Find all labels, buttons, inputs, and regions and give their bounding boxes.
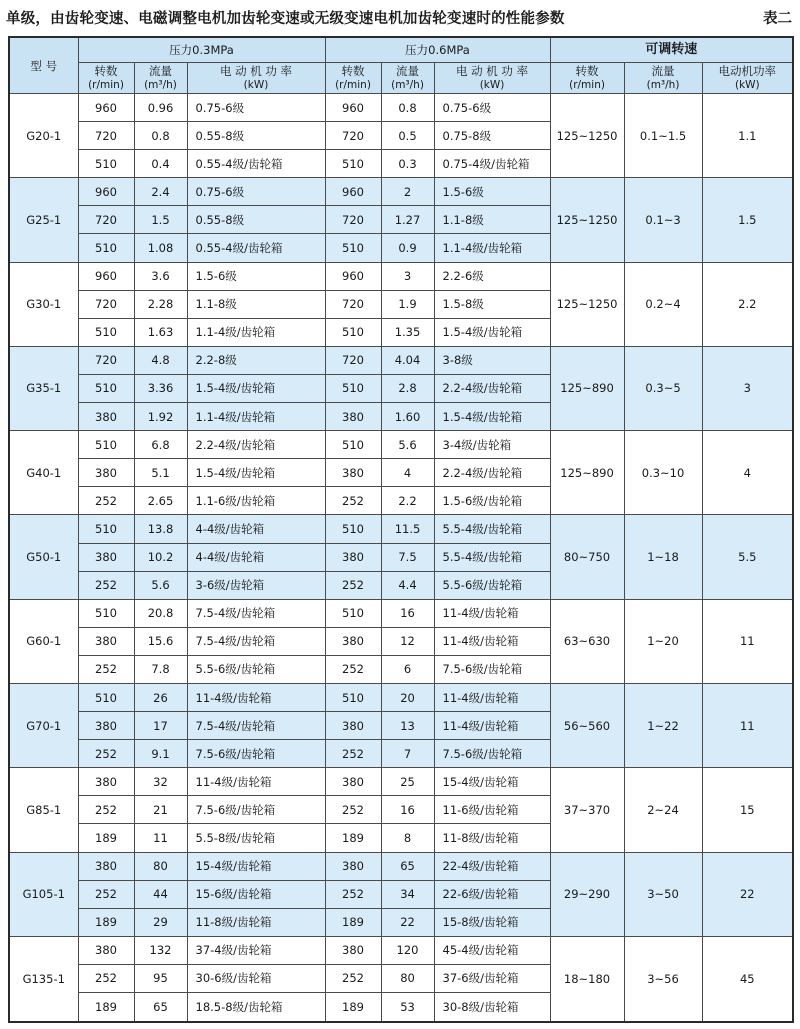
speed-cell-06mpa: 720 [325,290,381,318]
flow-cell-06mpa: 65 [381,852,434,880]
adjustable-flow-cell: 2~24 [624,768,702,852]
power-cell-06mpa: 2.2-6级 [434,262,550,290]
speed-cell-06mpa: 720 [325,206,381,234]
power-cell-03mpa: 7.5-6级/齿轮箱 [187,740,325,768]
speed-cell-03mpa: 510 [78,234,134,262]
header-adjustable-speed: 可调转速 [550,37,793,63]
flow-cell-06mpa: 1.27 [381,206,434,234]
flow-cell-03mpa: 7.8 [134,655,187,683]
header-speed-3: 转数 (r/min) [550,63,624,94]
speed-cell-06mpa: 510 [325,599,381,627]
flow-cell-03mpa: 32 [134,768,187,796]
header-flow-3: 流量 (m³/h) [624,63,702,94]
speed-cell-03mpa: 380 [78,712,134,740]
speed-cell-06mpa: 720 [325,346,381,374]
speed-cell-03mpa: 380 [78,936,134,964]
power-cell-06mpa: 2.2-4级/齿轮箱 [434,374,550,402]
header-power-1: 电 动 机 功 率 (kW) [187,63,325,94]
page-header [0,0,800,34]
speed-cell-06mpa: 380 [325,627,381,655]
speed-cell-03mpa: 189 [78,824,134,852]
flow-cell-03mpa: 65 [134,993,187,1023]
speed-cell-03mpa: 189 [78,908,134,936]
adjustable-speed-cell: 125~1250 [550,94,624,178]
speed-cell-06mpa: 252 [325,655,381,683]
speed-cell-03mpa: 510 [78,150,134,178]
model-cell: G85-1 [9,768,78,852]
speed-cell-03mpa: 252 [78,571,134,599]
power-cell-03mpa: 0.75-6级 [187,94,325,122]
table-row [9,515,793,543]
adjustable-flow-cell: 1~18 [624,515,702,599]
flow-cell-06mpa: 7.5 [381,543,434,571]
flow-cell-03mpa: 29 [134,908,187,936]
model-cell: G70-1 [9,683,78,767]
power-cell-06mpa: 0.75-8级 [434,122,550,150]
speed-cell-06mpa: 510 [325,683,381,711]
flow-cell-03mpa: 2.65 [134,487,187,515]
speed-cell-06mpa: 189 [325,824,381,852]
power-cell-03mpa: 11-8级/齿轮箱 [187,908,325,936]
power-cell-03mpa: 2.2-8级 [187,346,325,374]
adjustable-speed-cell: 125~890 [550,346,624,430]
power-cell-03mpa: 1.1-4级/齿轮箱 [187,403,325,431]
power-cell-06mpa: 30-8级/齿轮箱 [434,993,550,1023]
speed-cell-06mpa: 252 [325,487,381,515]
flow-cell-06mpa: 4 [381,459,434,487]
power-cell-06mpa: 11-4级/齿轮箱 [434,599,550,627]
speed-cell-06mpa: 960 [325,94,381,122]
power-cell-03mpa: 5.5-8级/齿轮箱 [187,824,325,852]
flow-cell-03mpa: 80 [134,852,187,880]
power-cell-06mpa: 1.5-6级 [434,178,550,206]
model-cell: G40-1 [9,431,78,515]
speed-cell-03mpa: 380 [78,852,134,880]
speed-cell-03mpa: 720 [78,122,134,150]
flow-cell-06mpa: 22 [381,908,434,936]
speed-cell-06mpa: 380 [325,768,381,796]
power-cell-03mpa: 15-6级/齿轮箱 [187,880,325,908]
power-cell-03mpa: 0.55-8级 [187,122,325,150]
flow-cell-06mpa: 16 [381,796,434,824]
adjustable-power-cell: 2.2 [702,262,793,346]
speed-cell-03mpa: 720 [78,346,134,374]
flow-cell-06mpa: 25 [381,768,434,796]
flow-cell-06mpa: 6 [381,655,434,683]
power-cell-06mpa: 2.2-4级/齿轮箱 [434,459,550,487]
speed-cell-06mpa: 510 [325,234,381,262]
power-cell-03mpa: 30-6级/齿轮箱 [187,964,325,992]
adjustable-power-cell: 45 [702,936,793,1022]
model-cell: G20-1 [9,94,78,178]
power-cell-06mpa: 37-6级/齿轮箱 [434,964,550,992]
flow-cell-06mpa: 20 [381,683,434,711]
power-cell-03mpa: 4-4级/齿轮箱 [187,515,325,543]
flow-cell-03mpa: 1.08 [134,234,187,262]
flow-cell-06mpa: 80 [381,964,434,992]
speed-cell-03mpa: 252 [78,655,134,683]
speed-cell-03mpa: 189 [78,993,134,1023]
speed-cell-03mpa: 380 [78,768,134,796]
flow-cell-06mpa: 3 [381,262,434,290]
flow-cell-03mpa: 11 [134,824,187,852]
power-cell-06mpa: 1.5-4级/齿轮箱 [434,318,550,346]
power-cell-03mpa: 11-4级/齿轮箱 [187,768,325,796]
adjustable-flow-cell: 1~20 [624,599,702,683]
flow-cell-06mpa: 12 [381,627,434,655]
speed-cell-03mpa: 380 [78,403,134,431]
power-cell-06mpa: 7.5-6级/齿轮箱 [434,655,550,683]
table-row [9,768,793,796]
speed-cell-06mpa: 189 [325,908,381,936]
speed-cell-06mpa: 252 [325,964,381,992]
adjustable-flow-cell: 1~22 [624,683,702,767]
speed-cell-03mpa: 960 [78,262,134,290]
table-row [9,346,793,374]
speed-cell-06mpa: 252 [325,740,381,768]
adjustable-flow-cell: 0.3~10 [624,431,702,515]
power-cell-03mpa: 1.1-6级/齿轮箱 [187,487,325,515]
adjustable-power-cell: 3 [702,346,793,430]
flow-cell-06mpa: 2 [381,178,434,206]
speed-cell-03mpa: 720 [78,206,134,234]
power-cell-06mpa: 11-4级/齿轮箱 [434,712,550,740]
speed-cell-06mpa: 252 [325,571,381,599]
speed-cell-06mpa: 510 [325,515,381,543]
adjustable-speed-cell: 63~630 [550,599,624,683]
flow-cell-03mpa: 20.8 [134,599,187,627]
power-cell-03mpa: 15-4级/齿轮箱 [187,852,325,880]
flow-cell-06mpa: 8 [381,824,434,852]
model-cell: G135-1 [9,936,78,1022]
table-row [9,178,793,206]
model-cell: G35-1 [9,346,78,430]
power-cell-06mpa: 1.5-4级/齿轮箱 [434,403,550,431]
power-cell-03mpa: 18.5-8级/齿轮箱 [187,993,325,1023]
power-cell-03mpa: 0.55-8级 [187,206,325,234]
flow-cell-03mpa: 44 [134,880,187,908]
speed-cell-06mpa: 380 [325,543,381,571]
flow-cell-06mpa: 13 [381,712,434,740]
flow-cell-06mpa: 4.4 [381,571,434,599]
adjustable-power-cell: 11 [702,599,793,683]
model-cell: G30-1 [9,262,78,346]
adjustable-power-cell: 5.5 [702,515,793,599]
flow-cell-03mpa: 3.36 [134,374,187,402]
power-cell-06mpa: 11-4级/齿轮箱 [434,627,550,655]
table-row [9,683,793,711]
flow-cell-06mpa: 7 [381,740,434,768]
flow-cell-03mpa: 5.6 [134,571,187,599]
speed-cell-03mpa: 720 [78,290,134,318]
header-speed-2: 转数 (r/min) [325,63,381,94]
power-cell-03mpa: 0.55-4级/齿轮箱 [187,150,325,178]
speed-cell-03mpa: 510 [78,431,134,459]
power-cell-03mpa: 1.5-4级/齿轮箱 [187,374,325,402]
power-cell-03mpa: 2.2-4级/齿轮箱 [187,431,325,459]
adjustable-power-cell: 22 [702,852,793,936]
power-cell-03mpa: 5.5-6级/齿轮箱 [187,655,325,683]
table-row [9,599,793,627]
flow-cell-06mpa: 34 [381,880,434,908]
power-cell-03mpa: 1.1-4级/齿轮箱 [187,318,325,346]
adjustable-flow-cell: 0.1~3 [624,178,702,262]
speed-cell-06mpa: 510 [325,318,381,346]
speed-cell-03mpa: 960 [78,94,134,122]
flow-cell-03mpa: 2.28 [134,290,187,318]
speed-cell-06mpa: 960 [325,262,381,290]
speed-cell-06mpa: 720 [325,122,381,150]
adjustable-flow-cell: 0.2~4 [624,262,702,346]
header-flow-1: 流量 (m³/h) [134,63,187,94]
flow-cell-06mpa: 2.8 [381,374,434,402]
header-flow-2: 流量 (m³/h) [381,63,434,94]
table-row [9,94,793,122]
model-cell: G50-1 [9,515,78,599]
power-cell-06mpa: 1.1-8级 [434,206,550,234]
power-cell-06mpa: 45-4级/齿轮箱 [434,936,550,964]
flow-cell-06mpa: 4.04 [381,346,434,374]
flow-cell-03mpa: 21 [134,796,187,824]
model-cell: G60-1 [9,599,78,683]
header-power-2: 电 动 机 功 率 (kW) [434,63,550,94]
power-cell-06mpa: 1.1-4级/齿轮箱 [434,234,550,262]
power-cell-03mpa: 7.5-4级/齿轮箱 [187,712,325,740]
speed-cell-03mpa: 252 [78,740,134,768]
flow-cell-06mpa: 1.60 [381,403,434,431]
power-cell-06mpa: 1.5-6级/齿轮箱 [434,487,550,515]
flow-cell-03mpa: 10.2 [134,543,187,571]
power-cell-06mpa: 5.5-4级/齿轮箱 [434,543,550,571]
adjustable-speed-cell: 125~1250 [550,178,624,262]
header-speed-1: 转数 (r/min) [78,63,134,94]
power-cell-06mpa: 0.75-6级 [434,94,550,122]
header-model: 型 号 [9,37,78,94]
power-cell-03mpa: 1.5-4级/齿轮箱 [187,459,325,487]
flow-cell-03mpa: 4.8 [134,346,187,374]
table-row [9,936,793,964]
table-row [9,262,793,290]
table-row [9,852,793,880]
power-cell-06mpa: 0.75-4级/齿轮箱 [434,150,550,178]
flow-cell-06mpa: 11.5 [381,515,434,543]
adjustable-power-cell: 4 [702,431,793,515]
flow-cell-03mpa: 9.1 [134,740,187,768]
adjustable-speed-cell: 56~560 [550,683,624,767]
page-title: 单级，由齿轮变速、电磁调整电机加齿轮变速或无级变速电机加齿轮变速时的性能参数 [6,11,565,27]
speed-cell-06mpa: 960 [325,178,381,206]
header-pressure-03: 压力0.3MPa [78,37,325,63]
flow-cell-06mpa: 2.2 [381,487,434,515]
power-cell-06mpa: 5.5-6级/齿轮箱 [434,571,550,599]
speed-cell-03mpa: 252 [78,880,134,908]
speed-cell-03mpa: 380 [78,543,134,571]
speed-cell-03mpa: 510 [78,683,134,711]
power-cell-06mpa: 7.5-6级/齿轮箱 [434,740,550,768]
speed-cell-03mpa: 510 [78,318,134,346]
flow-cell-03mpa: 6.8 [134,431,187,459]
power-cell-03mpa: 7.5-4级/齿轮箱 [187,599,325,627]
speed-cell-06mpa: 252 [325,880,381,908]
power-cell-03mpa: 1.5-6级 [187,262,325,290]
power-cell-03mpa: 0.55-4级/齿轮箱 [187,234,325,262]
speed-cell-06mpa: 189 [325,993,381,1023]
speed-cell-03mpa: 510 [78,515,134,543]
speed-cell-06mpa: 252 [325,796,381,824]
speed-cell-03mpa: 510 [78,599,134,627]
model-cell: G25-1 [9,178,78,262]
adjustable-speed-cell: 125~890 [550,431,624,515]
model-cell: G105-1 [9,852,78,936]
speed-cell-03mpa: 380 [78,627,134,655]
flow-cell-03mpa: 3.6 [134,262,187,290]
flow-cell-06mpa: 16 [381,599,434,627]
adjustable-flow-cell: 0.1~1.5 [624,94,702,178]
flow-cell-06mpa: 120 [381,936,434,964]
speed-cell-03mpa: 252 [78,964,134,992]
power-cell-03mpa: 7.5-6级/齿轮箱 [187,796,325,824]
power-cell-03mpa: 7.5-4级/齿轮箱 [187,627,325,655]
adjustable-power-cell: 1.1 [702,94,793,178]
adjustable-speed-cell: 80~750 [550,515,624,599]
speed-cell-03mpa: 252 [78,487,134,515]
speed-cell-06mpa: 510 [325,374,381,402]
adjustable-power-cell: 1.5 [702,178,793,262]
adjustable-speed-cell: 37~370 [550,768,624,852]
adjustable-flow-cell: 3~56 [624,936,702,1022]
flow-cell-06mpa: 53 [381,993,434,1023]
flow-cell-03mpa: 1.63 [134,318,187,346]
flow-cell-06mpa: 1.9 [381,290,434,318]
power-cell-03mpa: 1.1-8级 [187,290,325,318]
power-cell-06mpa: 3-8级 [434,346,550,374]
speed-cell-03mpa: 252 [78,796,134,824]
flow-cell-03mpa: 0.8 [134,122,187,150]
flow-cell-03mpa: 95 [134,964,187,992]
flow-cell-03mpa: 15.6 [134,627,187,655]
adjustable-speed-cell: 18~180 [550,936,624,1022]
power-cell-03mpa: 11-4级/齿轮箱 [187,683,325,711]
adjustable-flow-cell: 3~50 [624,852,702,936]
speed-cell-03mpa: 380 [78,459,134,487]
flow-cell-06mpa: 0.3 [381,150,434,178]
flow-cell-06mpa: 1.35 [381,318,434,346]
flow-cell-03mpa: 26 [134,683,187,711]
flow-cell-03mpa: 5.1 [134,459,187,487]
flow-cell-03mpa: 13.8 [134,515,187,543]
flow-cell-03mpa: 0.4 [134,150,187,178]
power-cell-03mpa: 0.75-6级 [187,178,325,206]
speed-cell-06mpa: 380 [325,852,381,880]
speed-cell-03mpa: 510 [78,374,134,402]
speed-cell-06mpa: 380 [325,936,381,964]
adjustable-speed-cell: 29~290 [550,852,624,936]
flow-cell-03mpa: 1.5 [134,206,187,234]
power-cell-06mpa: 11-8级/齿轮箱 [434,824,550,852]
adjustable-power-cell: 11 [702,683,793,767]
power-cell-06mpa: 1.5-8级 [434,290,550,318]
flow-cell-06mpa: 0.9 [381,234,434,262]
adjustable-speed-cell: 125~1250 [550,262,624,346]
adjustable-flow-cell: 0.3~5 [624,346,702,430]
header-pressure-06: 压力0.6MPa [325,37,550,63]
flow-cell-06mpa: 0.8 [381,94,434,122]
header-power-3: 电动机功率 (kW) [702,63,793,94]
performance-table [8,36,794,1023]
speed-cell-06mpa: 380 [325,712,381,740]
speed-cell-06mpa: 510 [325,431,381,459]
power-cell-06mpa: 15-4级/齿轮箱 [434,768,550,796]
flow-cell-03mpa: 2.4 [134,178,187,206]
power-cell-06mpa: 11-6级/齿轮箱 [434,796,550,824]
flow-cell-06mpa: 5.6 [381,431,434,459]
table-row [9,431,793,459]
adjustable-power-cell: 15 [702,768,793,852]
power-cell-06mpa: 5.5-4级/齿轮箱 [434,515,550,543]
flow-cell-03mpa: 17 [134,712,187,740]
power-cell-06mpa: 22-4级/齿轮箱 [434,852,550,880]
speed-cell-06mpa: 380 [325,459,381,487]
speed-cell-03mpa: 960 [78,178,134,206]
power-cell-06mpa: 15-8级/齿轮箱 [434,908,550,936]
speed-cell-06mpa: 510 [325,150,381,178]
flow-cell-06mpa: 0.5 [381,122,434,150]
flow-cell-03mpa: 1.92 [134,403,187,431]
flow-cell-03mpa: 132 [134,936,187,964]
speed-cell-06mpa: 380 [325,403,381,431]
power-cell-06mpa: 22-6级/齿轮箱 [434,880,550,908]
power-cell-03mpa: 4-4级/齿轮箱 [187,543,325,571]
power-cell-03mpa: 3-6级/齿轮箱 [187,571,325,599]
table-number: 表二 [763,11,792,27]
table-body [9,94,793,1023]
power-cell-03mpa: 37-4级/齿轮箱 [187,936,325,964]
power-cell-06mpa: 11-4级/齿轮箱 [434,683,550,711]
power-cell-06mpa: 3-4级/齿轮箱 [434,431,550,459]
flow-cell-03mpa: 0.96 [134,94,187,122]
